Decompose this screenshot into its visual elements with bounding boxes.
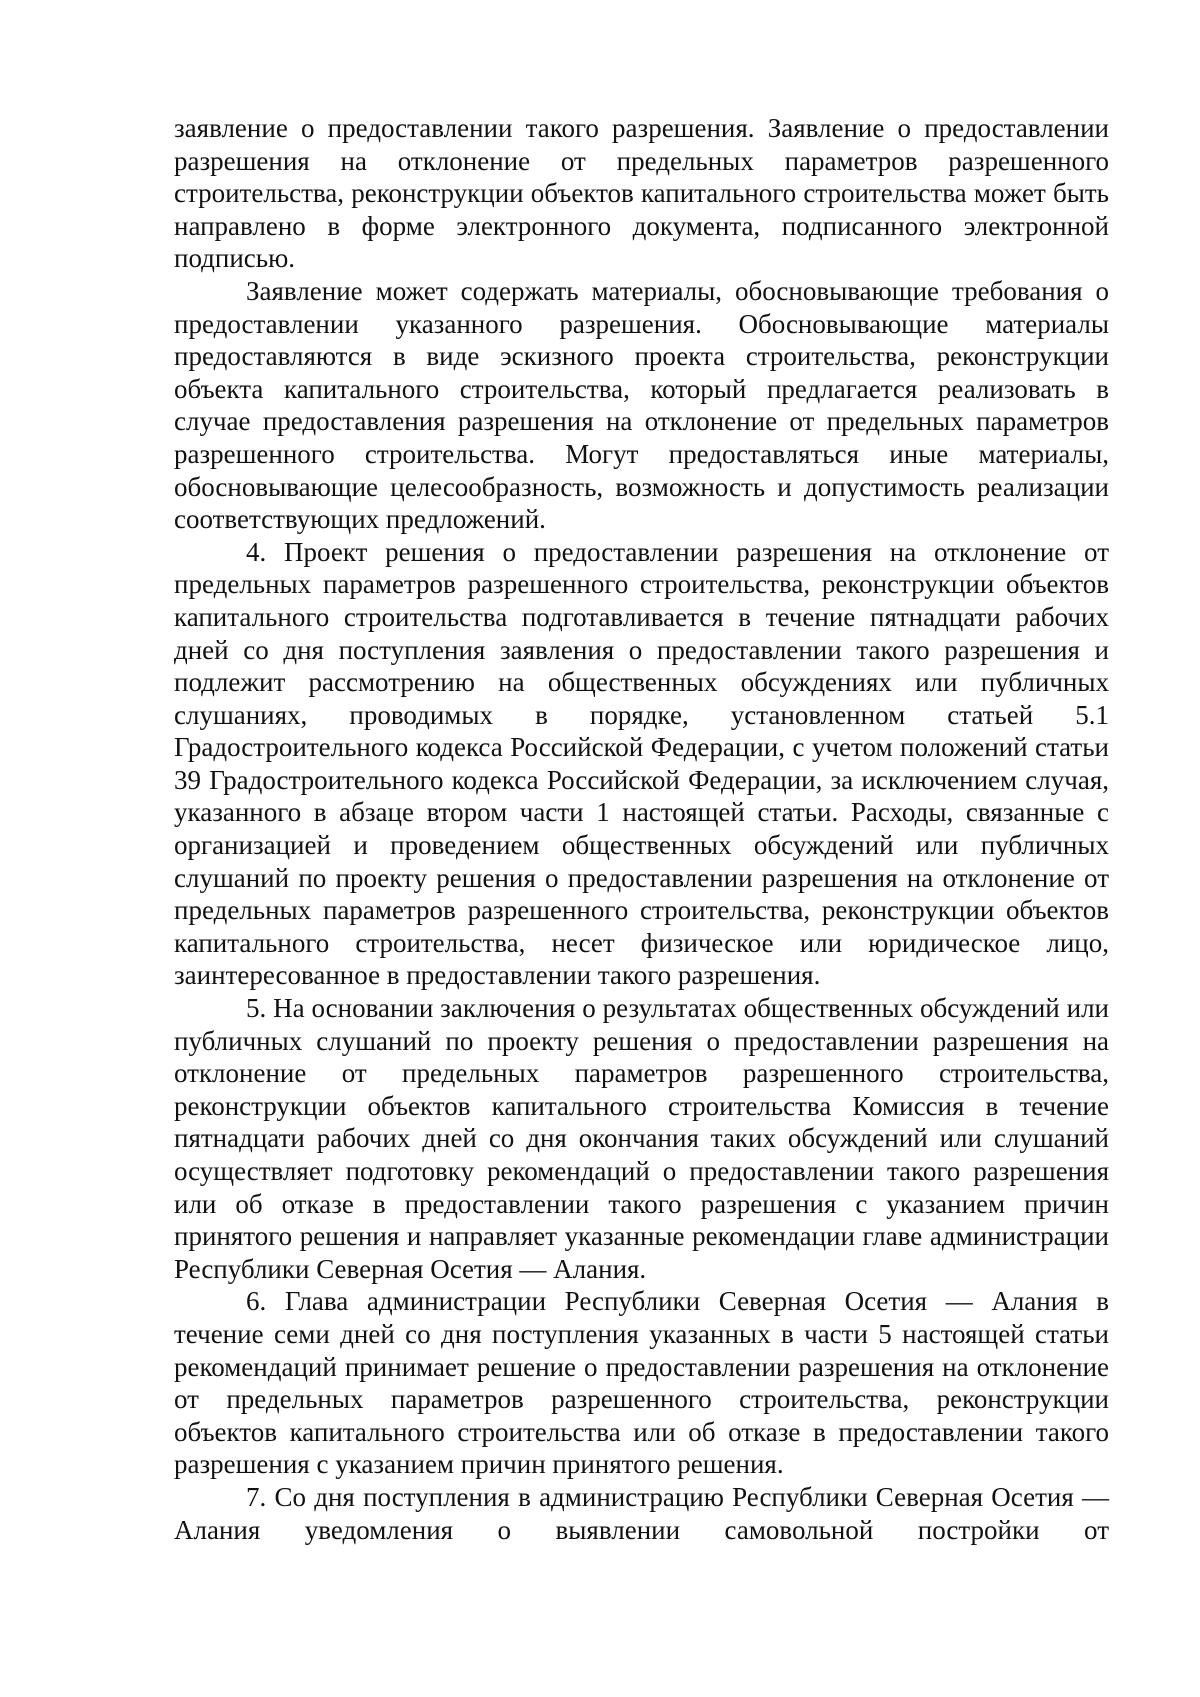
paragraph-materials: Заявление может содержать материалы, обосновывающие требования о предоставлении указанного разрешения. Обосновывающие материалы предоставляются в виде эскизного проекта строительства, реконструкции объекта капитального строительства, который предлагается реализовать в случае предоставления разрешения на отклонение от предельных параметров разрешенного строительства. Могут предоставляться иные материалы, обосновывающие целесообразность, возможность и допустимость реализации соответствующих предложений.	[174, 275, 1109, 535]
paragraph-continuation: заявление о предоставлении такого разрешения. Заявление о предоставлении разрешения на отклонение от предельных параметров разрешенного строительства, реконструкции объектов капитального строительства может быть направлено в форме электронного документа, подписанного электронной подписью.	[174, 113, 1109, 274]
paragraph-item-6: 6. Глава администрации Республики Северная Осетия — Алания в течение семи дней со дня поступления указанных в части 5 настоящей статьи рекомендаций принимает решение о предоставлении разрешения на отклонение от предельных параметров разрешенного строительства, реконструкции объектов капитального строительства или об отказе в предоставлении такого разрешения с указанием причин принятого решения.	[174, 1286, 1109, 1480]
document-page	[174, 112, 1109, 1546]
paragraph-item-4: 4. Проект решения о предоставлении разрешения на отклонение от предельных параметров разрешенного строительства, реконструкции объектов капитального строительства подготавливается в течение пятнадцати рабочих дней со дня поступления заявления о предоставлении такого разрешения и подлежит рассмотрению на общественных обсуждениях или публичных слушаниях, проводимых в порядке, установленном статьей 5.1 Градостроительного кодекса Российской Федерации, с учетом положений статьи 39 Градостроительного кодекса Российской Федерации, за исключением случая, указанного в абзаце втором части 1 настоящей статьи. Расходы, связанные с организацией и проведением общественных обсуждений или публичных слушаний по проекту решения о предоставлении разрешения на отклонение от предельных параметров разрешенного строительства, реконструкции объектов капитального строительства, несет физическое или юридическое лицо, заинтересованное в предоставлении такого разрешения.	[174, 536, 1109, 991]
paragraph-item-7: 7. Со дня поступления в администрацию Республики Северная Осетия — Алания уведомления о выявлении самовольной постройки от	[174, 1481, 1109, 1545]
paragraph-item-5: 5. На основании заключения о результатах общественных обсуждений или публичных слушаний по проекту решения о предоставлении разрешения на отклонение от предельных параметров разрешенного строительства, реконструкции объектов капитального строительства Комиссия в течение пятнадцати рабочих дней со дня окончания таких обсуждений или слушаний осуществляет подготовку рекомендаций о предоставлении такого разрешения или об отказе в предоставлении такого разрешения с указанием причин принятого решения и направляет указанные рекомендации главе администрации Республики Северная Осетия — Алания.	[174, 993, 1109, 1284]
